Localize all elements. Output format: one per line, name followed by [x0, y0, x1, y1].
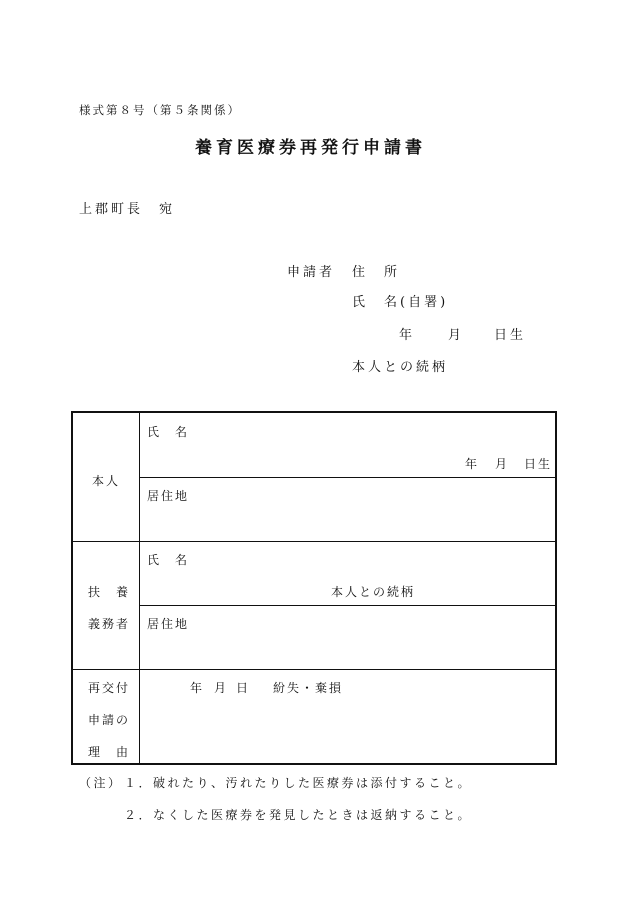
applicant-birth-day-label: 日生 — [494, 328, 527, 343]
person-section-header: 本人 — [92, 474, 121, 488]
reason-options: 紛失・棄損 — [273, 681, 344, 695]
guardian-residence-label: 居住地 — [147, 617, 190, 631]
person-birth-day-label: 日生 — [524, 457, 553, 471]
application-form-table — [71, 411, 557, 765]
applicant-relation-label: 本人との続柄 — [352, 360, 449, 375]
applicant-address-label: 住 所 — [352, 265, 401, 280]
applicant-birth-month-label: 月 — [448, 328, 465, 343]
person-residence-label: 居住地 — [147, 489, 190, 503]
addressee: 上郡町長 宛 — [79, 202, 176, 217]
applicant-name-label: 氏 名(自署) — [352, 295, 449, 310]
table-section-divider — [73, 669, 555, 670]
reason-header-line1: 再交付 — [88, 681, 131, 695]
reason-month-label: 月 — [214, 681, 229, 695]
form-reference-number: 様式第８号（第５条関係） — [79, 103, 241, 117]
notes-prefix: （注） — [79, 776, 123, 790]
reason-header-line3: 理 由 — [88, 745, 131, 759]
applicant-label: 申請者 — [287, 265, 336, 280]
guardian-name-label: 氏 名 — [147, 553, 190, 567]
note-2: ２．なくした医療券を発見したときは返納すること。 — [124, 808, 473, 822]
guardian-header-line1: 扶 養 — [88, 585, 131, 599]
person-birth-year-label: 年 — [465, 457, 480, 471]
table-row-divider — [139, 477, 555, 478]
table-section-divider — [73, 541, 555, 542]
table-row-divider — [139, 605, 555, 606]
table-column-divider — [139, 413, 140, 763]
reason-day-label: 日 — [236, 681, 251, 695]
guardian-header-line2: 義務者 — [88, 617, 131, 631]
document-title: 養育医療券再発行申請書 — [195, 138, 426, 158]
reason-year-label: 年 — [190, 681, 205, 695]
guardian-relation-label: 本人との続柄 — [331, 585, 416, 599]
applicant-birth-year-label: 年 — [399, 328, 416, 343]
reason-header-line2: 申請の — [88, 713, 131, 727]
person-name-label: 氏 名 — [147, 425, 190, 439]
person-birth-month-label: 月 — [495, 457, 510, 471]
note-1: １．破れたり、汚れたりした医療券は添付すること。 — [124, 776, 473, 790]
